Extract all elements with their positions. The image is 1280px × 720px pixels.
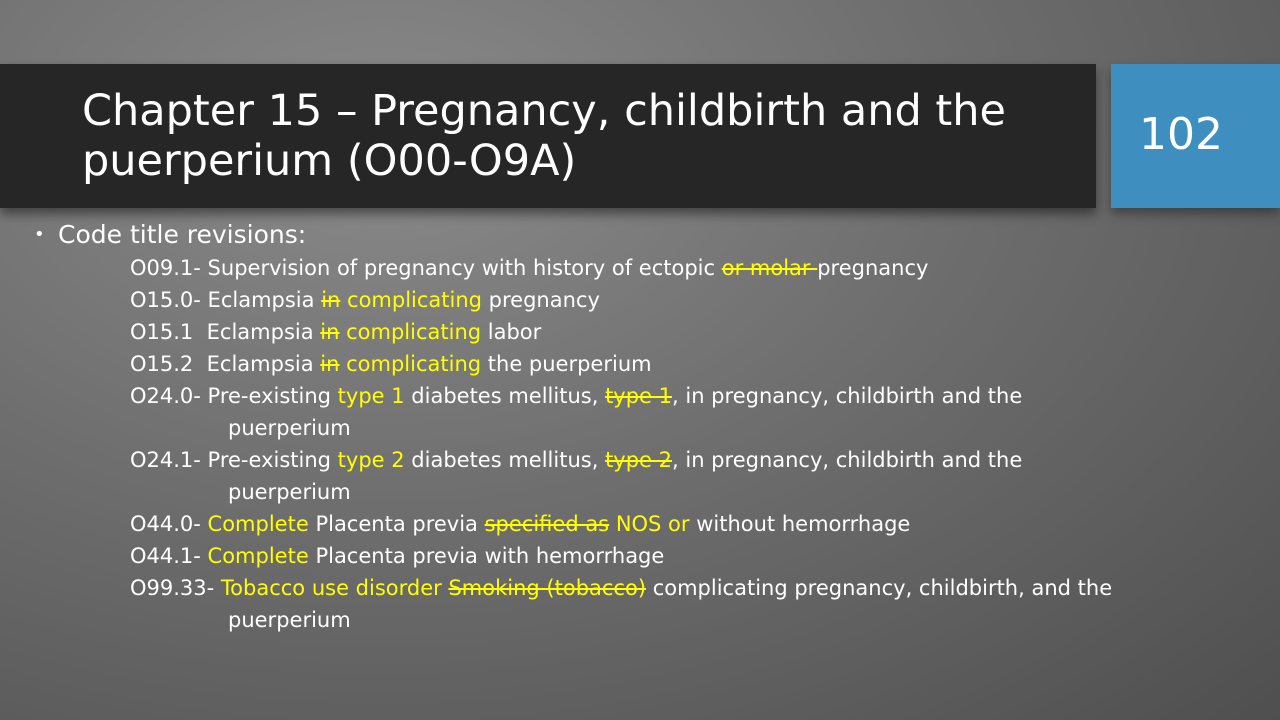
list-item-continuation: puerperium — [228, 480, 351, 504]
deleted-text: in — [320, 320, 340, 344]
list-item — [130, 348, 1270, 380]
inserted-text: Complete — [200, 512, 309, 536]
text: Eclampsia — [200, 288, 322, 312]
list-item — [130, 380, 1270, 412]
deleted-text: Smoking (tobacco) — [448, 576, 647, 600]
deleted-text: specified as — [484, 512, 610, 536]
deleted-text: in — [320, 352, 340, 376]
page-number: 102 — [1139, 109, 1223, 160]
text: complicating pregnancy, childbirth, and the — [646, 576, 1113, 600]
inserted-text: type 2 — [337, 448, 405, 472]
deleted-text: type 2 — [605, 448, 673, 472]
inserted-text: NOS or — [609, 512, 690, 536]
deleted-text: in — [321, 288, 341, 312]
code: O99.33- — [130, 576, 215, 600]
text: labor — [481, 320, 542, 344]
page-number-box — [1111, 64, 1280, 208]
inserted-text: Complete — [200, 544, 309, 568]
text: diabetes mellitus, — [404, 448, 606, 472]
code: O15.2 — [130, 352, 194, 376]
text: Pre-existing — [200, 384, 338, 408]
code: O09.1- — [130, 256, 201, 280]
text: , in pregnancy, childbirth and the — [672, 448, 1023, 472]
text: pregnancy — [482, 288, 600, 312]
slide-title: Chapter 15 – Pregnancy, childbirth and the puerperium (O00-O9A) — [82, 86, 1006, 186]
text: Pre-existing — [200, 448, 338, 472]
text: Placenta previa — [308, 512, 485, 536]
text: diabetes mellitus, — [404, 384, 606, 408]
list-item — [130, 316, 1270, 348]
code: O44.0- — [130, 512, 201, 536]
text: without hemorrhage — [689, 512, 911, 536]
text: , in pregnancy, childbirth and the — [672, 384, 1023, 408]
list-item-continuation: puerperium — [228, 416, 351, 440]
code: O15.0- — [130, 288, 201, 312]
deleted-text: or molar — [721, 256, 818, 280]
code: O15.1 — [130, 320, 194, 344]
inserted-text: complicating — [339, 320, 482, 344]
list-item-continuation: puerperium — [228, 608, 351, 632]
list-item — [130, 508, 1270, 540]
inserted-text: complicating — [340, 288, 482, 312]
code: O24.1- — [130, 448, 201, 472]
text: Eclampsia — [193, 320, 321, 344]
list-item — [130, 444, 1270, 476]
inserted-text: type 1 — [337, 384, 405, 408]
list-item — [130, 540, 1270, 572]
list-item — [130, 572, 1270, 604]
bullet-label: Code title revisions: — [58, 220, 307, 249]
list-item — [130, 252, 1270, 284]
list-item — [130, 284, 1270, 316]
text: Eclampsia — [193, 352, 321, 376]
inserted-text: Tobacco use disorder — [214, 576, 442, 600]
text: the puerperium — [481, 352, 652, 376]
inserted-text: complicating — [339, 352, 482, 376]
bullet-heading — [34, 218, 306, 252]
code: O24.0- — [130, 384, 201, 408]
text: pregnancy — [817, 256, 929, 280]
deleted-text: type 1 — [605, 384, 673, 408]
revision-list — [130, 252, 1270, 636]
code: O44.1- — [130, 544, 201, 568]
bullet-icon: • — [34, 224, 45, 245]
text: Placenta previa with hemorrhage — [308, 544, 665, 568]
title-bar — [0, 64, 1096, 208]
text: Supervision of pregnancy with history of ectopic — [200, 256, 722, 280]
